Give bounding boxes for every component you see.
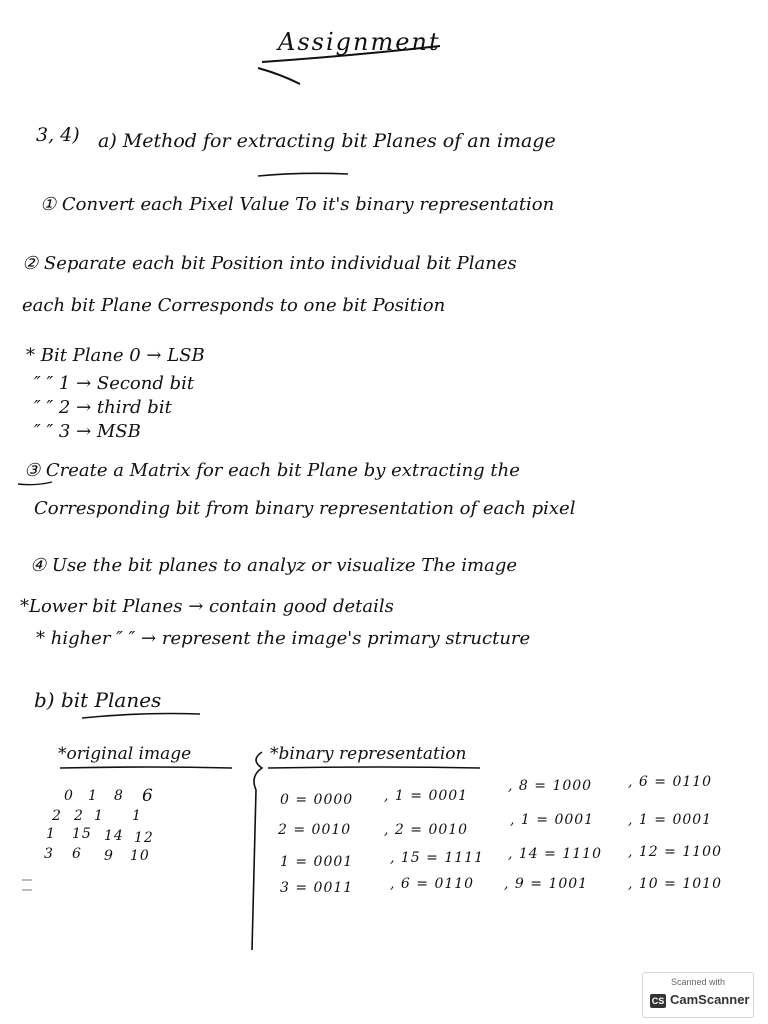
step-2-note: each bit Plane Corresponds to one bit Position	[22, 295, 446, 316]
binary-entry: , 2 = 0010	[384, 822, 469, 838]
binary-entry: , 6 = 0110	[628, 774, 713, 790]
binary-entry: , 12 = 1100	[628, 844, 722, 860]
binary-entry: , 15 = 1111	[390, 850, 484, 866]
bit-plane-0: * Bit Plane 0 → LSB	[26, 345, 205, 366]
matrix-cell: 1	[94, 808, 104, 824]
matrix-cell: 1	[46, 826, 56, 842]
binary-entry: , 1 = 0001	[510, 812, 595, 828]
matrix-cell: 14	[104, 828, 124, 844]
matrix-cell: 1	[132, 808, 142, 824]
binary-entry: 3 = 0011	[280, 880, 354, 896]
matrix-cell: 1	[88, 788, 98, 804]
binary-entry: , 8 = 1000	[508, 778, 593, 794]
matrix-cell: 12	[134, 830, 154, 846]
step-1: ① Convert each Pixel Value To it's binary representation	[40, 194, 555, 215]
matrix-cell: 0	[64, 788, 74, 804]
binary-representation-heading: *binary representation	[270, 744, 467, 764]
binary-entry: , 1 = 0001	[628, 812, 713, 828]
camscanner-brand: CamScanner	[670, 992, 750, 1007]
matrix-cell: 3	[44, 846, 54, 862]
matrix-cell: 8	[114, 788, 124, 804]
matrix-cell: 10	[130, 848, 150, 864]
matrix-cell: 2	[74, 808, 84, 824]
original-image-heading: *original image	[58, 744, 192, 764]
matrix-cell: 6	[142, 786, 154, 806]
binary-entry: 0 = 0000	[280, 792, 354, 808]
matrix-cell: 9	[104, 848, 114, 864]
lower-bit-planes: *Lower bit Planes → contain good details	[20, 596, 394, 617]
binary-entry: 2 = 0010	[278, 822, 352, 838]
binary-entry: , 1 = 0001	[384, 788, 469, 804]
binary-entry: , 10 = 1010	[628, 876, 722, 892]
part-b-heading: b) bit Planes	[34, 688, 162, 712]
bit-plane-1: ″ ″ 1 → Second bit	[34, 373, 195, 394]
bit-plane-3: ″ ″ 3 → MSB	[34, 421, 141, 442]
step-4: ④ Use the bit planes to analyz or visualize The image	[30, 555, 517, 576]
step-3-continued: Corresponding bit from binary representation of each pixel	[34, 498, 576, 519]
bit-plane-2: ″ ″ 2 → third bit	[34, 397, 172, 418]
page-title: Assignment	[278, 28, 441, 56]
matrix-cell: 6	[72, 846, 82, 862]
binary-entry: , 6 = 0110	[390, 876, 475, 892]
part-a-heading: a) Method for extracting bit Planes of an image	[98, 130, 556, 152]
step-3: ③ Create a Matrix for each bit Plane by extracting the	[24, 460, 520, 481]
scanned-with-label: Scanned with	[670, 977, 726, 987]
camscanner-logo-icon: CS	[651, 996, 665, 1006]
step-2: ② Separate each bit Position into individual bit Planes	[22, 253, 517, 274]
matrix-cell: 15	[72, 826, 92, 842]
matrix-cell: 2	[52, 808, 62, 824]
binary-entry: 1 = 0001	[280, 854, 354, 870]
higher-bit-planes: * higher ″ ″ → represent the image's primary structure	[36, 628, 531, 649]
camscanner-badge	[642, 972, 754, 1018]
question-number: 3, 4)	[36, 124, 80, 146]
binary-entry: , 9 = 1001	[504, 876, 589, 892]
binary-entry: , 14 = 1110	[508, 846, 602, 862]
